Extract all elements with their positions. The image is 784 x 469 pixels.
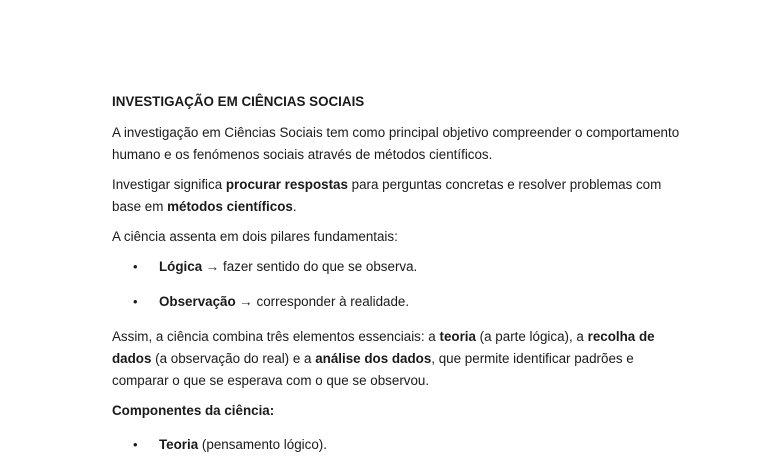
elements-text-e: (a observação do real) e a: [151, 351, 316, 366]
components-list: [112, 434, 692, 456]
list-item: [112, 434, 692, 456]
elements-paragraph: [112, 326, 692, 392]
elements-emphasis-teoria: teoria: [439, 329, 476, 344]
definition-paragraph: [112, 174, 692, 218]
pillar-desc: → corresponder à realidade.: [235, 294, 410, 309]
elements-text-g: , que permite identificar padrões e comparar o que se esperava com o que se observou.: [112, 351, 634, 388]
pillars-list: [112, 256, 692, 313]
bullet-icon: •: [133, 294, 138, 309]
bullet-icon: •: [133, 437, 138, 452]
list-item: [112, 256, 692, 278]
definition-emphasis-procurar: procurar respostas: [225, 177, 348, 192]
list-item: [112, 291, 692, 313]
elements-emphasis-recolha: recolha de dados: [112, 329, 655, 366]
definition-text-e: .: [292, 199, 297, 214]
intro-paragraph: A investigação em Ciências Sociais tem como principal objetivo compreender o comportamento humano e os fenómenos sociais através de métodos científicos.: [112, 125, 680, 162]
document-title: INVESTIGAÇÃO EM CIÊNCIAS SOCIAIS: [112, 94, 365, 109]
pillar-desc: → fazer sentido do que se observa.: [202, 259, 418, 274]
definition-text-a: Investigar significa: [112, 177, 226, 192]
component-desc: (pensamento lógico).: [198, 437, 327, 452]
bullet-icon: •: [133, 259, 138, 274]
elements-text-a: Assim, a ciência combina três elementos essenciais: a: [112, 329, 440, 344]
component-term: Teoria: [159, 437, 199, 452]
elements-text-c: (a parte lógica), a: [475, 329, 588, 344]
definition-text-c: para perguntas concretas e resolver problemas com base em: [112, 177, 662, 214]
definition-emphasis-metodos: métodos científicos: [167, 199, 293, 214]
elements-emphasis-analise: análise dos dados: [315, 351, 432, 366]
pillars-intro: A ciência assenta em dois pilares fundamentais:: [112, 229, 398, 244]
document-body: [112, 91, 692, 469]
pillar-term: Observação: [159, 294, 236, 309]
components-heading: Componentes da ciência:: [112, 403, 275, 418]
pillar-term: Lógica: [159, 259, 203, 274]
